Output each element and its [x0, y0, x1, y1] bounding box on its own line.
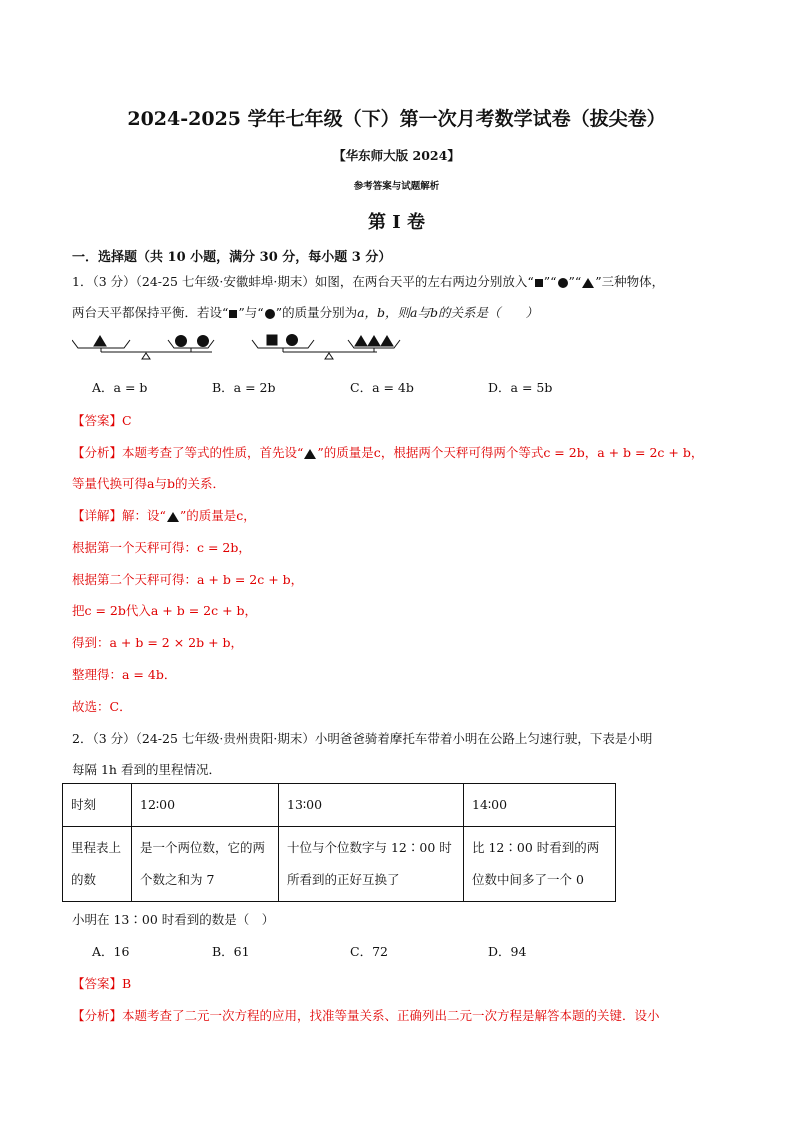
square-icon	[535, 279, 543, 287]
table-cell: 里程表上的数	[63, 827, 132, 902]
section-heading: 一．选择题（共 10 小题，满分 30 分，每小题 3 分）	[72, 250, 392, 265]
triangle-icon	[582, 278, 594, 288]
square-icon	[229, 310, 237, 318]
table-cell: 时刻	[63, 784, 132, 827]
table-cell: 12∶00	[132, 784, 279, 827]
q1-answer: 【答案】C	[72, 413, 132, 428]
q1-option-a: A．a = b	[92, 380, 148, 395]
q2-line1: 2．（3 分）（24-25 七年级·贵州贵阳·期末）小明爸爸骑着摩托车带着小明在公路上匀速行驶，下表是小明	[72, 731, 653, 746]
table-header-row	[63, 784, 616, 827]
q1-step: 得到：a + b = 2 × 2b + b，	[72, 635, 244, 650]
mileage-table	[62, 783, 616, 902]
q1-line2: 两台天平都保持平衡．若设“ ”与“ ”的质量分别为a，b，则a与b的关系是（ ）	[72, 305, 539, 320]
q1-step: 根据第一个天秤可得：c = 2b，	[72, 540, 251, 555]
balance-2	[252, 335, 400, 360]
q1-detail: 【详解】解：设“ ”的质量是c，	[72, 508, 256, 523]
triangle-icon	[304, 449, 316, 459]
q1-option-c: C．a = 4b	[350, 380, 414, 395]
table-cell: 13∶00	[279, 784, 464, 827]
table-row	[63, 827, 616, 902]
q2-analysis: 【分析】本题考查了二元一次方程的应用，找准等量关系、正确列出二元一次方程是解答本题的关键．设小	[72, 1008, 660, 1023]
balance-1	[72, 336, 214, 360]
table-cell: 十位与个位数字与 12∶00 时所看到的正好互换了	[279, 827, 464, 902]
q2-answer: 【答案】B	[72, 976, 132, 991]
table-cell: 14∶00	[464, 784, 616, 827]
q2-line2: 每隔 1h 看到的里程情况．	[72, 762, 221, 777]
q1-analysis-line1: 【分析】本题考查了等式的性质，首先设“ ”的质量是c，根据两个天秤可得两个等式c = 2b，a + b = 2c + b，	[72, 445, 704, 460]
q1-option-b: B．a = 2b	[212, 380, 276, 395]
page-title: 2024-2025 学年七年级（下）第一次月考数学试卷（拔尖卷）	[127, 108, 666, 130]
q1-step: 整理得：a = 4b．	[72, 667, 177, 682]
q1-step: 根据第二个天秤可得：a + b = 2c + b，	[72, 572, 304, 587]
triangle-icon	[167, 512, 179, 522]
q2-option-c: C．72	[350, 944, 388, 959]
circle-icon	[558, 278, 568, 288]
q1-step: 把c = 2b代入a + b = 2c + b，	[72, 603, 258, 618]
q2-question: 小明在 13∶00 时看到的数是（ ）	[72, 912, 275, 927]
table-cell: 是一个两位数，它的两个数之和为 7	[132, 827, 279, 902]
edition-label: 【华东师大版 2024】	[333, 148, 460, 163]
table-cell: 比 12∶00 时看到的两位数中间多了一个 0	[464, 827, 616, 902]
q1-step: 故选：C．	[72, 699, 132, 714]
q1-option-d: D．a = 5b	[488, 380, 553, 395]
circle-icon	[265, 309, 275, 319]
part-heading: 第 I 卷	[368, 212, 425, 233]
balance-figure	[72, 326, 412, 366]
q2-option-a: A．16	[92, 944, 130, 959]
q2-option-d: D．94	[488, 944, 527, 959]
q2-option-b: B．61	[212, 944, 250, 959]
q1-analysis-line2: 等量代换可得a与b的关系．	[72, 476, 225, 491]
subtitle: 参考答案与试题解析	[353, 181, 440, 192]
q1-line1: 1．（3 分）（24-25 七年级·安徽蚌埠·期末）如图，在两台天平的左右两边分别放入“ ”“ ”“ ”三种物体，	[72, 274, 665, 289]
